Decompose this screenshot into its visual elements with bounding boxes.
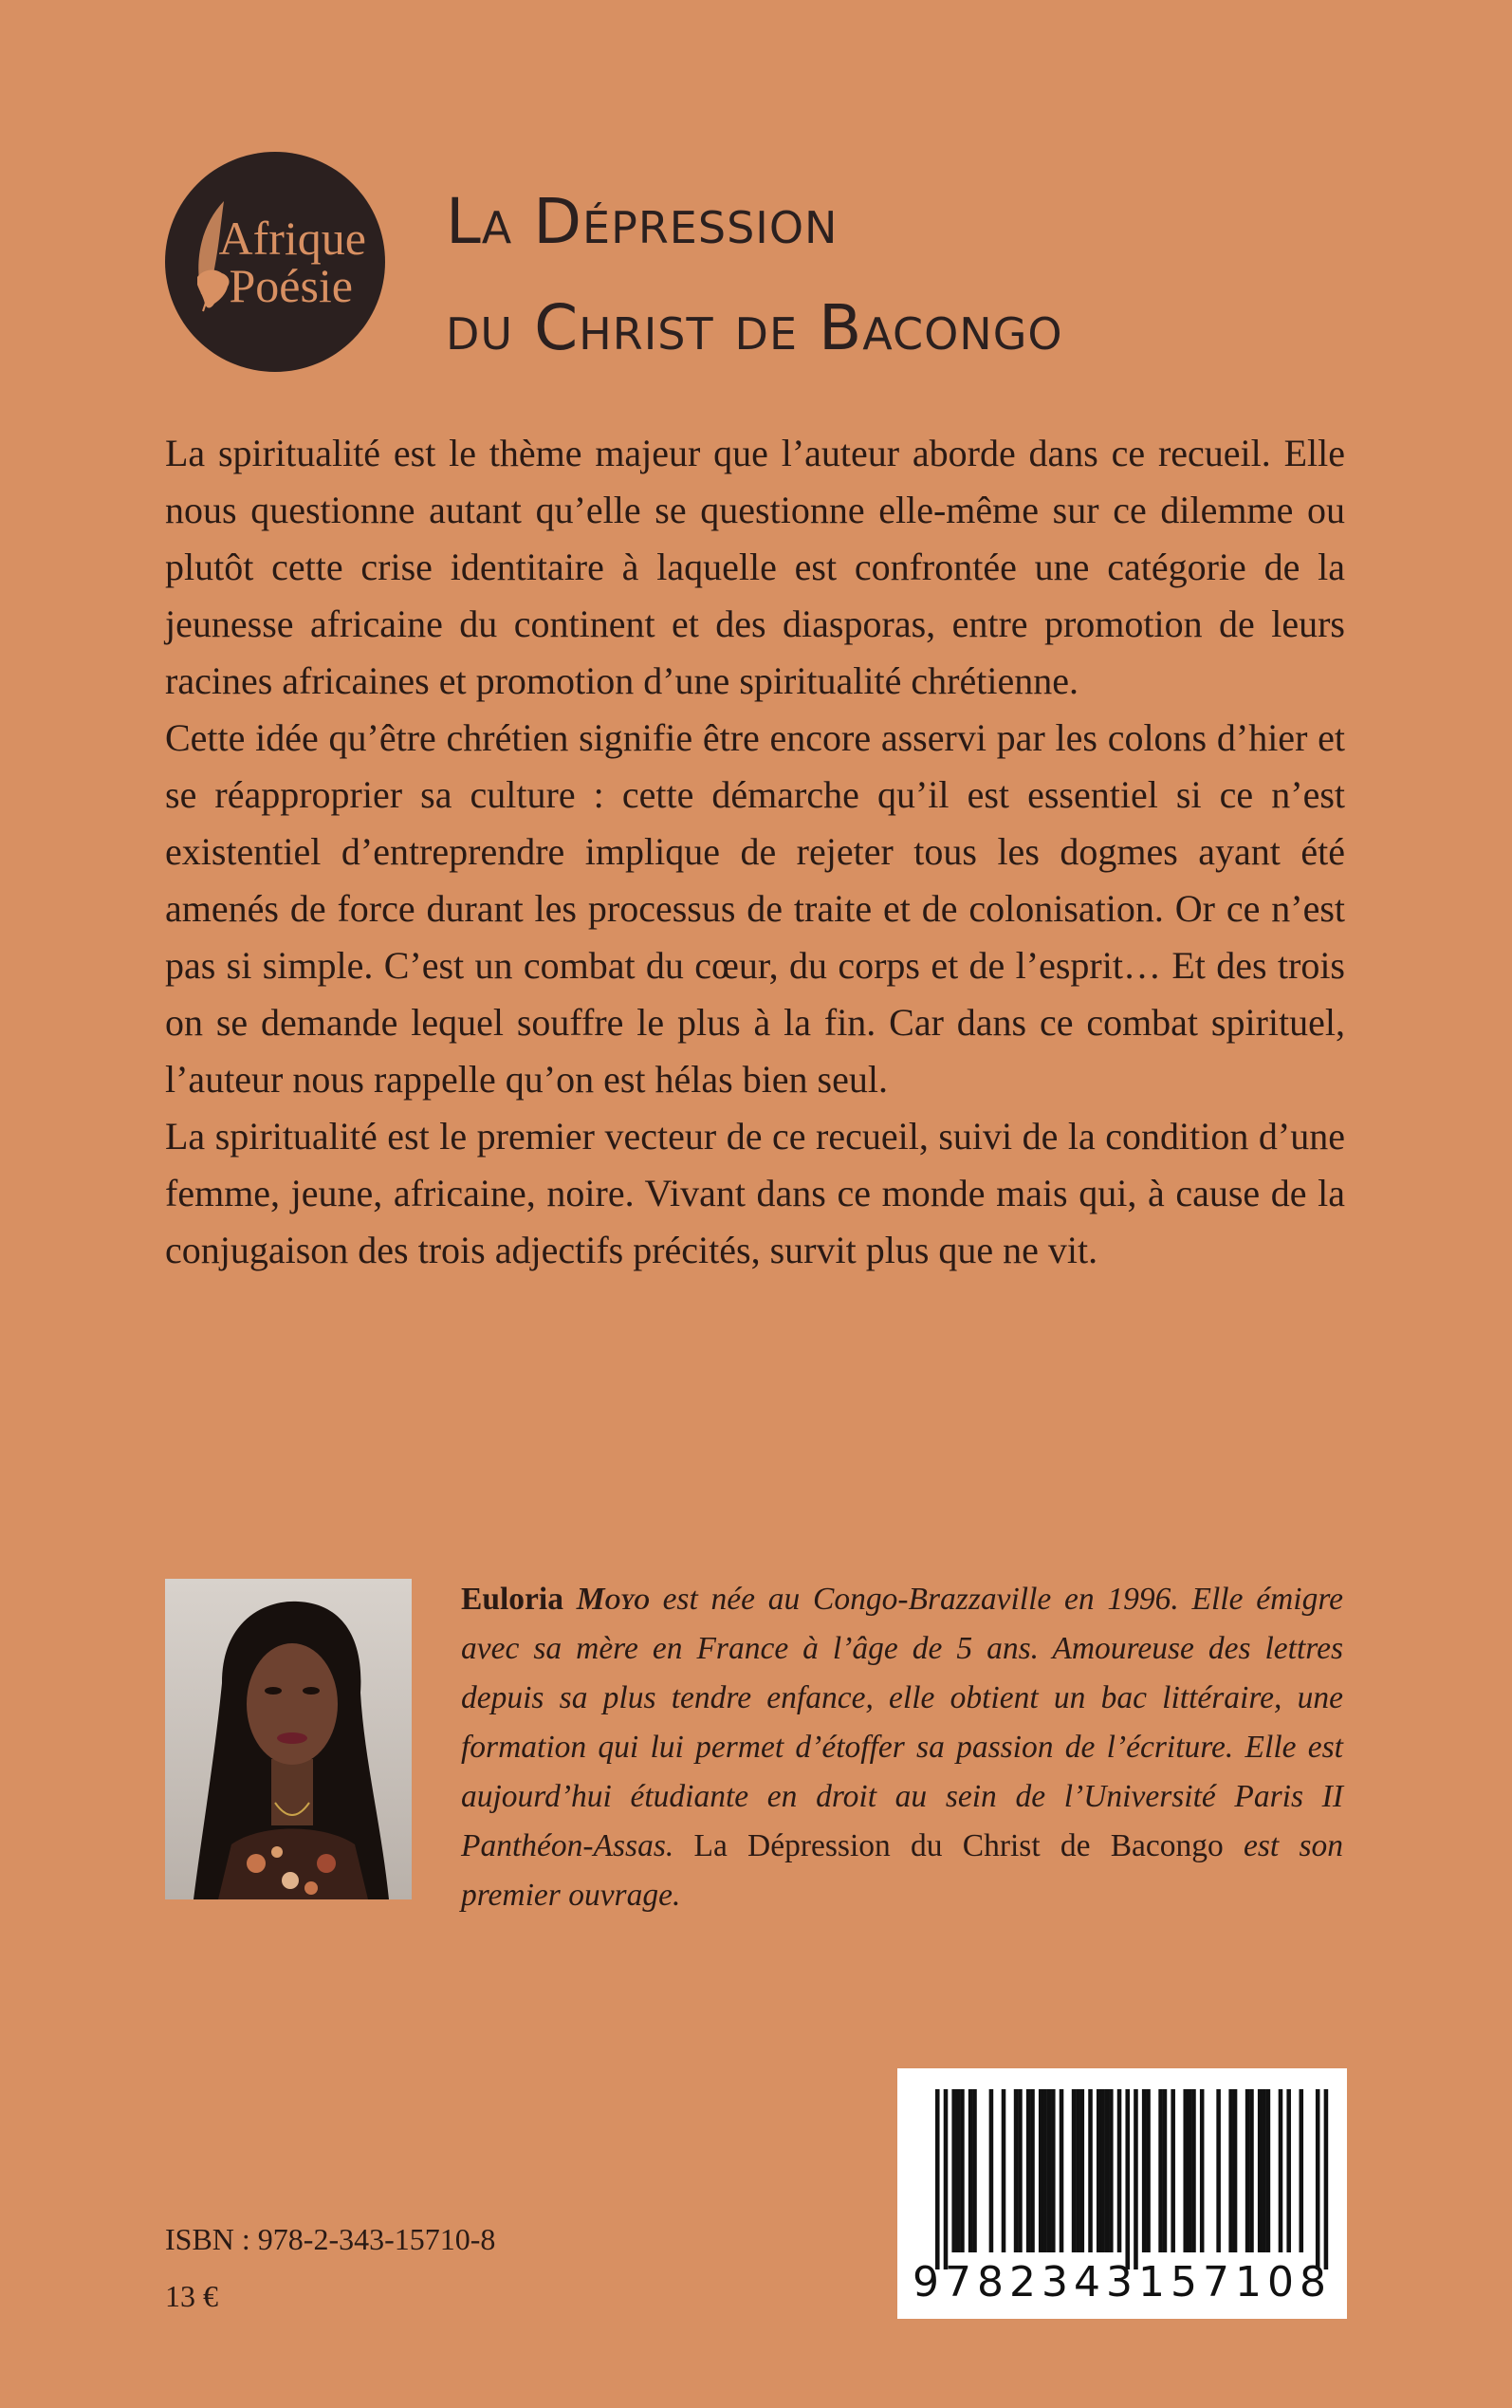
barcode-bar xyxy=(1060,2089,1064,2252)
barcode-bar xyxy=(1299,2089,1303,2252)
barcode-bar xyxy=(1142,2089,1147,2252)
barcode-bar xyxy=(1245,2089,1250,2252)
barcode-bar xyxy=(1249,2089,1254,2252)
barcode-bar xyxy=(989,2089,994,2252)
barcode-bar xyxy=(1026,2089,1031,2252)
barcode-bar xyxy=(1171,2089,1175,2252)
barcode-bar xyxy=(1088,2089,1093,2252)
book-title xyxy=(446,169,1394,381)
barcode-bar xyxy=(1158,2089,1163,2252)
barcode-bar xyxy=(1183,2089,1188,2252)
barcode-bar xyxy=(1324,2089,1329,2269)
barcode-bar xyxy=(1014,2089,1019,2252)
back-cover-blurb xyxy=(165,425,1345,1279)
barcode-bar xyxy=(1051,2089,1056,2252)
barcode-bar xyxy=(1042,2089,1047,2252)
author-book-title: La Dépression du Christ de Bacongo xyxy=(693,1828,1224,1863)
logo-line-2: Poésie xyxy=(229,259,353,312)
barcode-bar xyxy=(1100,2089,1105,2252)
isbn-number: ISBN : 978-2-343-15710-8 xyxy=(165,2222,496,2256)
barcode-bar xyxy=(935,2089,940,2269)
author-biography xyxy=(461,1575,1343,1920)
author-first-name: Euloria xyxy=(461,1582,563,1617)
barcode-bar xyxy=(1228,2089,1233,2252)
barcode-bar xyxy=(1039,2089,1043,2252)
blurb-paragraph-1: La spiritualité est le thème majeur que l’auteur aborde dans ce recueil. Elle nous questionne autant qu’elle se questionne elle-même sur ce dilemme ou plutôt cette crise identitaire à laquelle est confrontée une catégorie de la jeunesse africaine du continent et des diasporas, entre promotion de leurs racines africaines et promotion d’une spiritualité chrétienne. xyxy=(165,432,1345,702)
blurb-paragraph-2: Cette idée qu’être chrétien signifie être encore asservi par les colons d’hier et se réapproprier sa culture : cette démarche qu’il est essentiel si ce n’est existentiel d’entreprendre implique de rejeter tous les dogmes ayant été amenés de force durant les processus de traite et de colonisation. Or ce n’est pas si simple. C’est un combat du cœur, du corps et de l’esprit… Et des trois on se demande lequel souffre le plus à la fin. Car dans ce combat spirituel, l’auteur nous rappelle qu’on est hélas bien seul. xyxy=(165,716,1345,1101)
afrique-poesie-logo xyxy=(165,152,385,372)
barcode-bar xyxy=(1047,2089,1052,2252)
barcode-bar xyxy=(960,2089,965,2252)
isbn-barcode xyxy=(897,2068,1347,2319)
barcode-bar xyxy=(972,2089,977,2252)
blurb-paragraph-3: La spiritualité est le premier vecteur de ce recueil, suivi de la condition d’une femme, jeune, africaine, noire. Vivant dans ce monde mais qui, à cause de la conjugaison des trois adjectifs précités, survit plus que ne vit. xyxy=(165,1115,1345,1271)
barcode-bar xyxy=(1117,2089,1122,2252)
barcode-bar xyxy=(1030,2089,1035,2252)
author-last-name: Moyo xyxy=(576,1582,650,1617)
barcode-bar xyxy=(1146,2089,1151,2252)
barcode-bar xyxy=(1125,2089,1130,2269)
barcode-bar xyxy=(968,2089,973,2252)
barcode-bar xyxy=(1097,2089,1101,2252)
barcode-bar xyxy=(1080,2089,1085,2252)
barcode-bar xyxy=(1188,2089,1192,2252)
barcode-bar xyxy=(956,2089,961,2252)
barcode-bar xyxy=(1163,2089,1168,2252)
barcode-bar xyxy=(1072,2089,1077,2252)
barcode-bar xyxy=(1134,2089,1138,2269)
logo-emblem xyxy=(165,152,385,372)
barcode-bar xyxy=(1002,2089,1006,2252)
author-bio-part-2: est son premier ouvrage. xyxy=(461,1828,1344,1913)
barcode-bar xyxy=(1262,2089,1266,2252)
logo-line-1: Afrique xyxy=(218,212,366,265)
barcode-bar xyxy=(1018,2089,1023,2252)
barcode-bar xyxy=(1200,2089,1205,2252)
africa-map-icon xyxy=(197,270,230,308)
barcode-bar xyxy=(1109,2089,1114,2252)
barcode-bar xyxy=(1316,2089,1320,2269)
barcode-bar xyxy=(1191,2089,1196,2252)
barcode-bar xyxy=(1105,2089,1110,2252)
barcode-digits: 9782343157108 xyxy=(913,2258,1332,2306)
barcode-bar xyxy=(1266,2089,1271,2252)
barcode-bar xyxy=(1279,2089,1283,2252)
book-price: 13 € xyxy=(165,2279,218,2313)
title-line-1: La Dépression xyxy=(446,185,839,258)
title-line-2: du Christ de Bacongo xyxy=(446,291,1063,364)
author-bio-part-1: est née au Congo-Brazzaville en 1996. Elle émigre avec sa mère en France à l’âge de 5 ans. Amoureuse des lettres depuis sa plus tendre enfance, elle obtient un bac littéraire, une formation qui lui permet d’étoffer sa passion de l’écriture. Elle est aujourd’hui étudiante en droit au sein de l’Université Paris II Panthéon-Assas. xyxy=(461,1582,1344,1863)
barcode-bar xyxy=(1286,2089,1291,2252)
barcode-bar xyxy=(1076,2089,1080,2252)
author-photo xyxy=(165,1579,412,1899)
barcode-bar xyxy=(1216,2089,1221,2252)
barcode-bar xyxy=(1233,2089,1238,2252)
barcode-bar xyxy=(951,2089,956,2252)
barcode-bar xyxy=(1258,2089,1263,2252)
barcode-bar xyxy=(944,2089,949,2269)
